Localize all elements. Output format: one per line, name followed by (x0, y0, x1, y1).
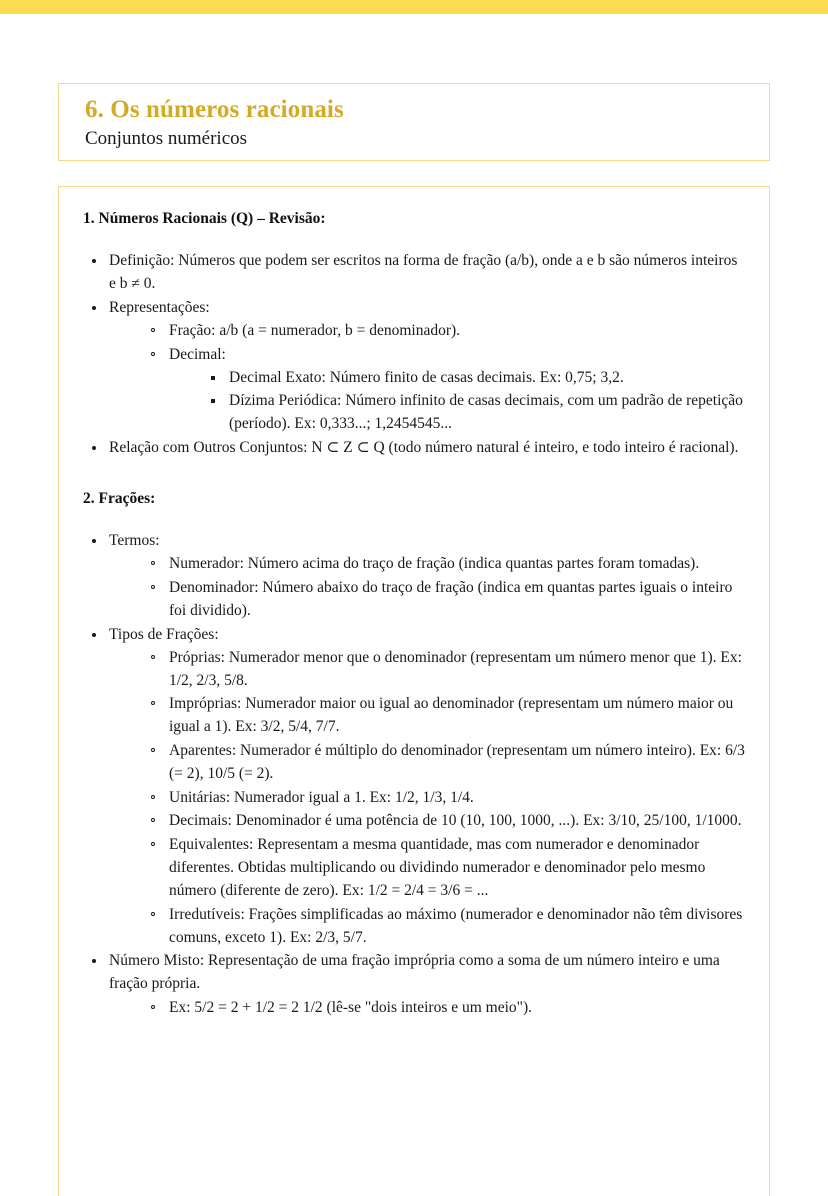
list-item-text: Numerador: Número acima do traço de fração (indica quantas partes foram tomadas). (169, 555, 700, 573)
page-subtitle: Conjuntos numéricos (85, 127, 248, 149)
list-item-text: Decimal Exato: Número finito de casas decimais. Ex: 0,75; 3,2. (229, 368, 624, 386)
page-title: 6. Os números racionais (85, 96, 344, 123)
list-item (83, 249, 745, 295)
title-box (58, 83, 770, 161)
list-item-text: Irredutíveis: Frações simplificadas ao máximo (numerador e denominador não têm divisores comuns, exceto 1). Ex: 2/3, 5/7. (169, 905, 743, 946)
list-item-text: Unitárias: Numerador igual a 1. Ex: 1/2, 1/3, 1/4. (169, 788, 474, 806)
section-1-list (83, 249, 745, 459)
list-item-text: Fração: a/b (a = numerador, b = denominador). (169, 321, 461, 339)
list-item (199, 366, 745, 389)
top-accent-bar (0, 0, 828, 14)
list-item-text: Decimal: (169, 345, 226, 363)
list-item-text: Equivalentes: Representam a mesma quantidade, mas com numerador e denominador diferentes. Obtidas multiplicando ou dividindo numerador e denominador pelo mesmo número (diferente de zero). Ex: 1/2 = 2/4 = 3/6 = ... (169, 835, 706, 900)
nested-list (139, 319, 745, 435)
list-item-text: Impróprias: Numerador maior ou igual ao denominador (representam um número maior ou igual a 1). Ex: 3/2, 5/4, 7/7. (169, 695, 734, 736)
nested-list (199, 366, 745, 436)
list-item-text: Número Misto: Representação de uma fração imprópria como a soma de um número inteiro e uma fração própria. (109, 952, 720, 993)
list-item (83, 529, 745, 622)
list-item-text: Termos: (109, 532, 160, 550)
list-item (139, 343, 745, 436)
list-item (139, 646, 745, 692)
list-item-text: Dízima Periódica: Número infinito de casas decimais, com um padrão de repetição (período). Ex: 0,333...; 1,2454545... (229, 392, 743, 433)
list-item-text: Ex: 5/2 = 2 + 1/2 = 2 1/2 (lê-se "dois inteiros e um meio"). (169, 998, 533, 1016)
list-item (83, 949, 745, 1018)
content-box (58, 186, 770, 1196)
list-item-text: Decimais: Denominador é uma potência de 10 (10, 100, 1000, ...). Ex: 3/10, 25/100, 1/1000. (169, 812, 742, 830)
list-item (83, 623, 745, 949)
list-item (83, 436, 745, 459)
nested-list (139, 552, 745, 622)
list-item (199, 389, 745, 435)
list-item-text: Aparentes: Numerador é múltiplo do denominador (representam um número inteiro). Ex: 6/3 (= 2), 10/5 (= 2). (169, 741, 745, 783)
list-item (139, 996, 745, 1019)
nested-list (139, 996, 745, 1019)
list-item-text: Representações: (109, 298, 210, 316)
list-item (139, 692, 745, 738)
list-item (139, 319, 745, 342)
section-heading-1: 1. Números Racionais (Q) – Revisão: (83, 210, 326, 227)
list-item (139, 809, 745, 832)
list-item-text: Definição: Números que podem ser escritos na forma de fração (a/b), onde a e b são números inteiros e b ≠ 0. (109, 252, 738, 293)
list-item (139, 739, 745, 785)
list-item (139, 833, 745, 902)
list-item-text: Tipos de Frações: (109, 625, 219, 643)
list-item (139, 576, 745, 622)
list-item (139, 903, 745, 949)
list-item (139, 786, 745, 809)
nested-list (139, 646, 745, 949)
list-item-text: Relação com Outros Conjuntos: N ⊂ Z ⊂ Q (todo número natural é inteiro, e todo inteiro é racional). (109, 438, 739, 456)
list-item-text: Próprias: Numerador menor que o denominador (representam um número menor que 1). Ex: 1/2, 2/3, 5/8. (169, 648, 742, 689)
list-item (139, 552, 745, 575)
section-heading-2: 2. Frações: (83, 489, 156, 507)
section-2-list (83, 529, 745, 1018)
list-item-text: Denominador: Número abaixo do traço de fração (indica em quantas partes iguais o inteiro foi dividido). (169, 578, 733, 619)
list-item (83, 296, 745, 436)
